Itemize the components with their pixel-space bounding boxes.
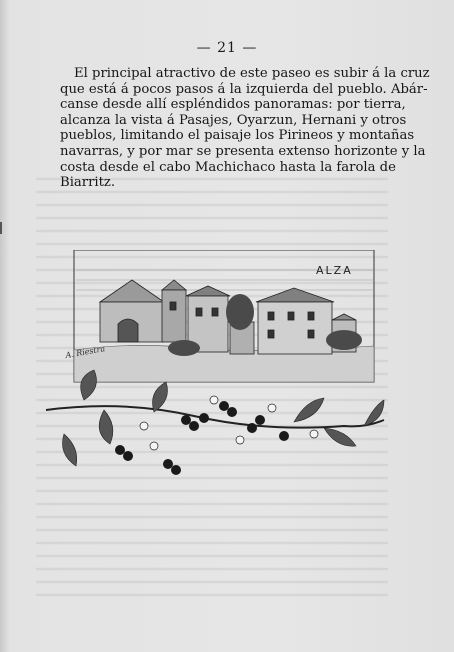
page-number: — 21 —	[196, 40, 258, 56]
margin-mark	[0, 222, 2, 234]
text-line: navarras, y por mar se presenta extenso horizonte y la	[60, 143, 426, 159]
village-sketch	[44, 250, 386, 492]
place-inscription: ALZA	[316, 264, 353, 277]
artist-signature: A. Riestra	[64, 344, 106, 360]
text-line: canse desde allí espléndidos panoramas: por tierra,	[60, 97, 406, 113]
text-line: El principal atractivo de este paseo es subir á la cruz	[74, 66, 430, 81]
foliage-branch	[46, 370, 384, 475]
body-paragraph	[60, 66, 430, 191]
text-line: costa desde el cabo Machichaco hasta la farola de	[60, 159, 396, 175]
text-line: que está á pocos pasos á la izquierda del pueblo. Abár-	[60, 81, 428, 97]
text-line: Biarritz.	[60, 175, 116, 191]
village-illustration	[44, 250, 386, 492]
church-building	[100, 280, 186, 342]
text-line: pueblos, limitando el paisaje los Pirineos y montañas	[60, 128, 415, 144]
text-line: alcanza la vista á Pasajes, Oyarzun, Hernani y otros	[60, 112, 407, 128]
berry-clusters	[115, 401, 289, 475]
